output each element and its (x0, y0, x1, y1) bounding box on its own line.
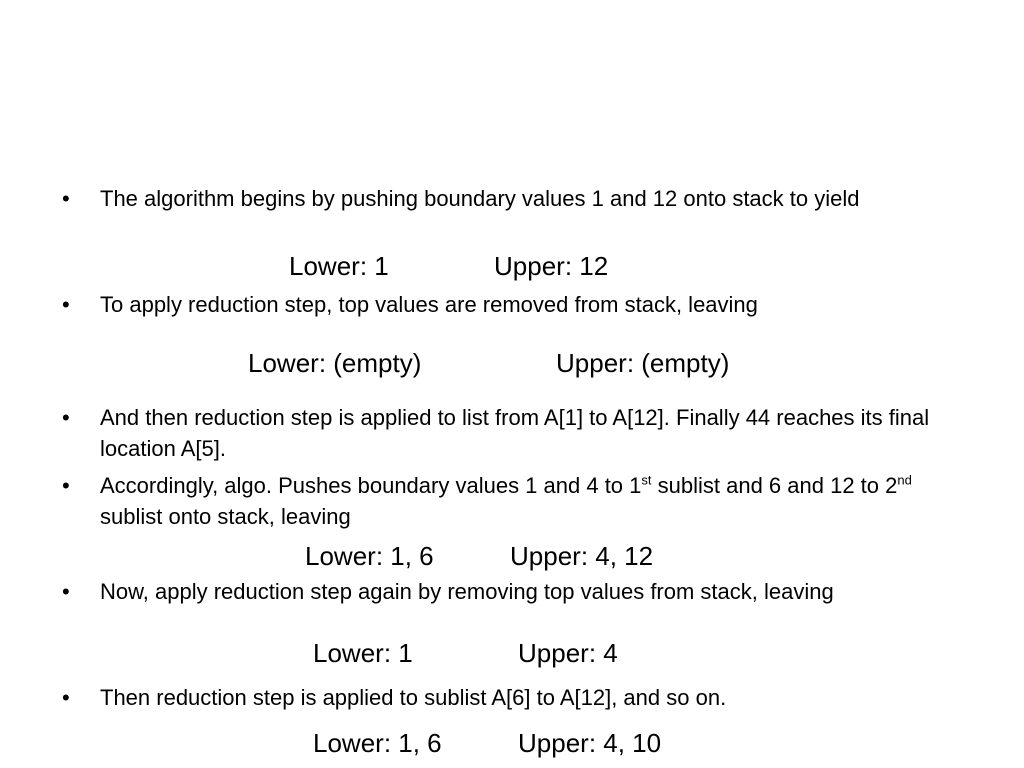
stack-upper: Upper: 4, 12 (510, 541, 654, 571)
stack-lower: Lower: (empty) (248, 348, 422, 378)
bullet-text (100, 470, 950, 532)
stack-upper: Upper: (empty) (556, 348, 730, 378)
bullet-text-part: Accordingly, algo. Pushes boundary values 1 and 4 to 1 (100, 473, 642, 498)
bullet-marker: • (62, 405, 70, 430)
bullet-text: And then reduction step is applied to list from A[1] to A[12]. Finally 44 reaches its final location A[5]. (100, 405, 930, 461)
bullet-text: The algorithm begins by pushing boundary values 1 and 12 onto stack to yield (100, 186, 860, 211)
stack-upper: Upper: 4, 10 (518, 728, 662, 758)
ordinal-suffix: st (641, 472, 652, 488)
bullet-marker: • (62, 473, 70, 498)
bullet-text-part: sublist onto stack, leaving (100, 504, 351, 529)
bullet-text: Then reduction step is applied to sublist A[6] to A[12], and so on. (100, 685, 727, 710)
bullet-text: To apply reduction step, top values are removed from stack, leaving (100, 292, 758, 317)
bullet-marker: • (62, 186, 70, 211)
stack-upper: Upper: 12 (494, 251, 609, 281)
bullet-marker: • (62, 292, 70, 317)
stack-lower: Lower: 1, 6 (305, 541, 434, 571)
stack-lower: Lower: 1 (289, 251, 389, 281)
bullet-text-part: sublist and 6 and 12 to 2 (651, 473, 898, 498)
stack-upper: Upper: 4 (518, 638, 618, 668)
stack-lower: Lower: 1 (313, 638, 413, 668)
stack-lower: Lower: 1, 6 (313, 728, 442, 758)
bullet-text: Now, apply reduction step again by removing top values from stack, leaving (100, 579, 834, 604)
ordinal-suffix: nd (897, 472, 912, 488)
bullet-marker: • (62, 579, 70, 604)
bullet-marker: • (62, 685, 70, 710)
